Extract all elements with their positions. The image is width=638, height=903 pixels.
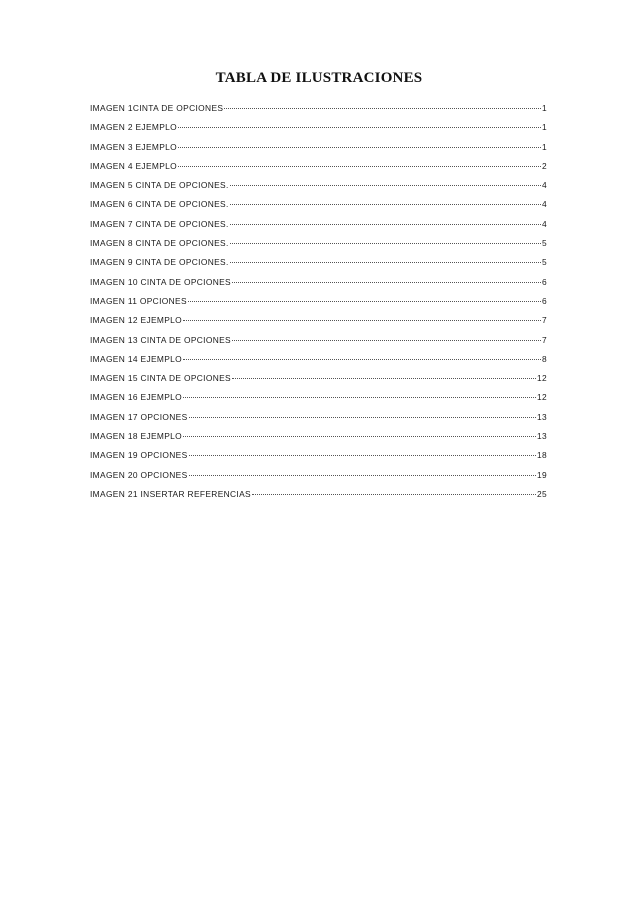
toc-entry[interactable] <box>90 277 547 296</box>
dot-leader <box>232 282 541 283</box>
dot-leader <box>252 494 536 495</box>
toc-entry-page-number: 19 <box>536 469 547 480</box>
toc-entry-page-number: 6 <box>541 276 547 287</box>
toc-entry-label: IMAGEN 15 CINTA DE OPCIONES <box>90 373 231 384</box>
dot-leader <box>230 243 541 244</box>
toc-entry-page-number: 18 <box>536 450 547 461</box>
toc-entry-label: IMAGEN 3 EJEMPLO <box>90 141 178 152</box>
dot-leader <box>189 417 536 418</box>
toc-entry-page-number: 5 <box>541 238 547 249</box>
dot-leader <box>189 475 536 476</box>
toc-entry[interactable] <box>90 470 547 489</box>
dot-leader <box>230 224 541 225</box>
toc-entry-label: IMAGEN 6 CINTA DE OPCIONES. <box>90 199 229 210</box>
toc-entry-label: IMAGEN 4 EJEMPLO <box>90 160 178 171</box>
toc-entry-page-number: 7 <box>541 334 547 345</box>
toc-entry-page-number: 13 <box>536 411 547 422</box>
toc-entry[interactable] <box>90 315 547 334</box>
dot-leader <box>183 359 541 360</box>
toc-entry[interactable] <box>90 354 547 373</box>
toc-entry-label: IMAGEN 18 EJEMPLO <box>90 431 183 442</box>
toc-entry[interactable] <box>90 431 547 450</box>
table-of-illustrations <box>90 103 547 508</box>
dot-leader <box>178 147 541 148</box>
toc-entry-label: IMAGEN 20 OPCIONES <box>90 469 188 480</box>
toc-entry[interactable] <box>90 412 547 431</box>
toc-entry[interactable] <box>90 122 547 141</box>
toc-entry-page-number: 13 <box>536 431 547 442</box>
toc-entry-page-number: 5 <box>541 257 547 268</box>
toc-entry-page-number: 4 <box>541 180 547 191</box>
toc-entry[interactable] <box>90 450 547 469</box>
toc-entry-label: IMAGEN 8 CINTA DE OPCIONES. <box>90 238 229 249</box>
toc-entry-label: IMAGEN 21 INSERTAR REFERENCIAS <box>90 488 251 499</box>
dot-leader <box>232 378 536 379</box>
toc-entry[interactable] <box>90 392 547 411</box>
toc-entry-page-number: 25 <box>536 488 547 499</box>
toc-entry[interactable] <box>90 373 547 392</box>
toc-entry[interactable] <box>90 489 547 508</box>
toc-entry-label: IMAGEN 5 CINTA DE OPCIONES. <box>90 180 229 191</box>
dot-leader <box>230 185 541 186</box>
toc-entry-label: IMAGEN 12 EJEMPLO <box>90 315 183 326</box>
toc-entry-page-number: 6 <box>541 295 547 306</box>
toc-entry-label: IMAGEN 19 OPCIONES <box>90 450 188 461</box>
toc-entry[interactable] <box>90 142 547 161</box>
toc-entry[interactable] <box>90 103 547 122</box>
toc-entry[interactable] <box>90 180 547 199</box>
toc-entry-page-number: 8 <box>541 353 547 364</box>
toc-entry-label: IMAGEN 11 OPCIONES <box>90 295 187 306</box>
dot-leader <box>232 340 541 341</box>
toc-entry-label: IMAGEN 13 CINTA DE OPCIONES <box>90 334 231 345</box>
toc-entry-page-number: 4 <box>541 218 547 229</box>
toc-entry[interactable] <box>90 296 547 315</box>
dot-leader <box>189 455 536 456</box>
toc-entry[interactable] <box>90 219 547 238</box>
toc-entry-label: IMAGEN 14 EJEMPLO <box>90 353 183 364</box>
toc-entry-page-number: 2 <box>541 160 547 171</box>
toc-entry-page-number: 1 <box>541 103 547 113</box>
dot-leader <box>230 204 541 205</box>
dot-leader <box>230 262 541 263</box>
toc-entry-label: IMAGEN 7 CINTA DE OPCIONES. <box>90 218 229 229</box>
toc-entry-label: IMAGEN 10 CINTA DE OPCIONES <box>90 276 231 287</box>
toc-entry-page-number: 4 <box>541 199 547 210</box>
toc-entry[interactable] <box>90 161 547 180</box>
toc-entry-page-number: 12 <box>536 373 547 384</box>
toc-entry-page-number: 12 <box>536 392 547 403</box>
toc-entry[interactable] <box>90 199 547 218</box>
toc-entry-label: IMAGEN 1CINTA DE OPCIONES <box>90 103 224 113</box>
page-title: TABLA DE ILUSTRACIONES <box>215 70 423 86</box>
toc-entry-label: IMAGEN 17 OPCIONES <box>90 411 188 422</box>
dot-leader <box>178 127 541 128</box>
toc-entry-label: IMAGEN 2 EJEMPLO <box>90 122 178 133</box>
toc-entry-label: IMAGEN 9 CINTA DE OPCIONES. <box>90 257 229 268</box>
toc-entry[interactable] <box>90 335 547 354</box>
toc-entry-label: IMAGEN 16 EJEMPLO <box>90 392 183 403</box>
dot-leader <box>224 108 541 109</box>
toc-entry[interactable] <box>90 257 547 276</box>
toc-entry-page-number: 1 <box>541 141 547 152</box>
dot-leader <box>183 320 541 321</box>
dot-leader <box>178 166 541 167</box>
dot-leader <box>183 436 536 437</box>
toc-entry-page-number: 1 <box>541 122 547 133</box>
dot-leader <box>188 301 541 302</box>
dot-leader <box>183 397 536 398</box>
toc-entry[interactable] <box>90 238 547 257</box>
toc-entry-page-number: 7 <box>541 315 547 326</box>
